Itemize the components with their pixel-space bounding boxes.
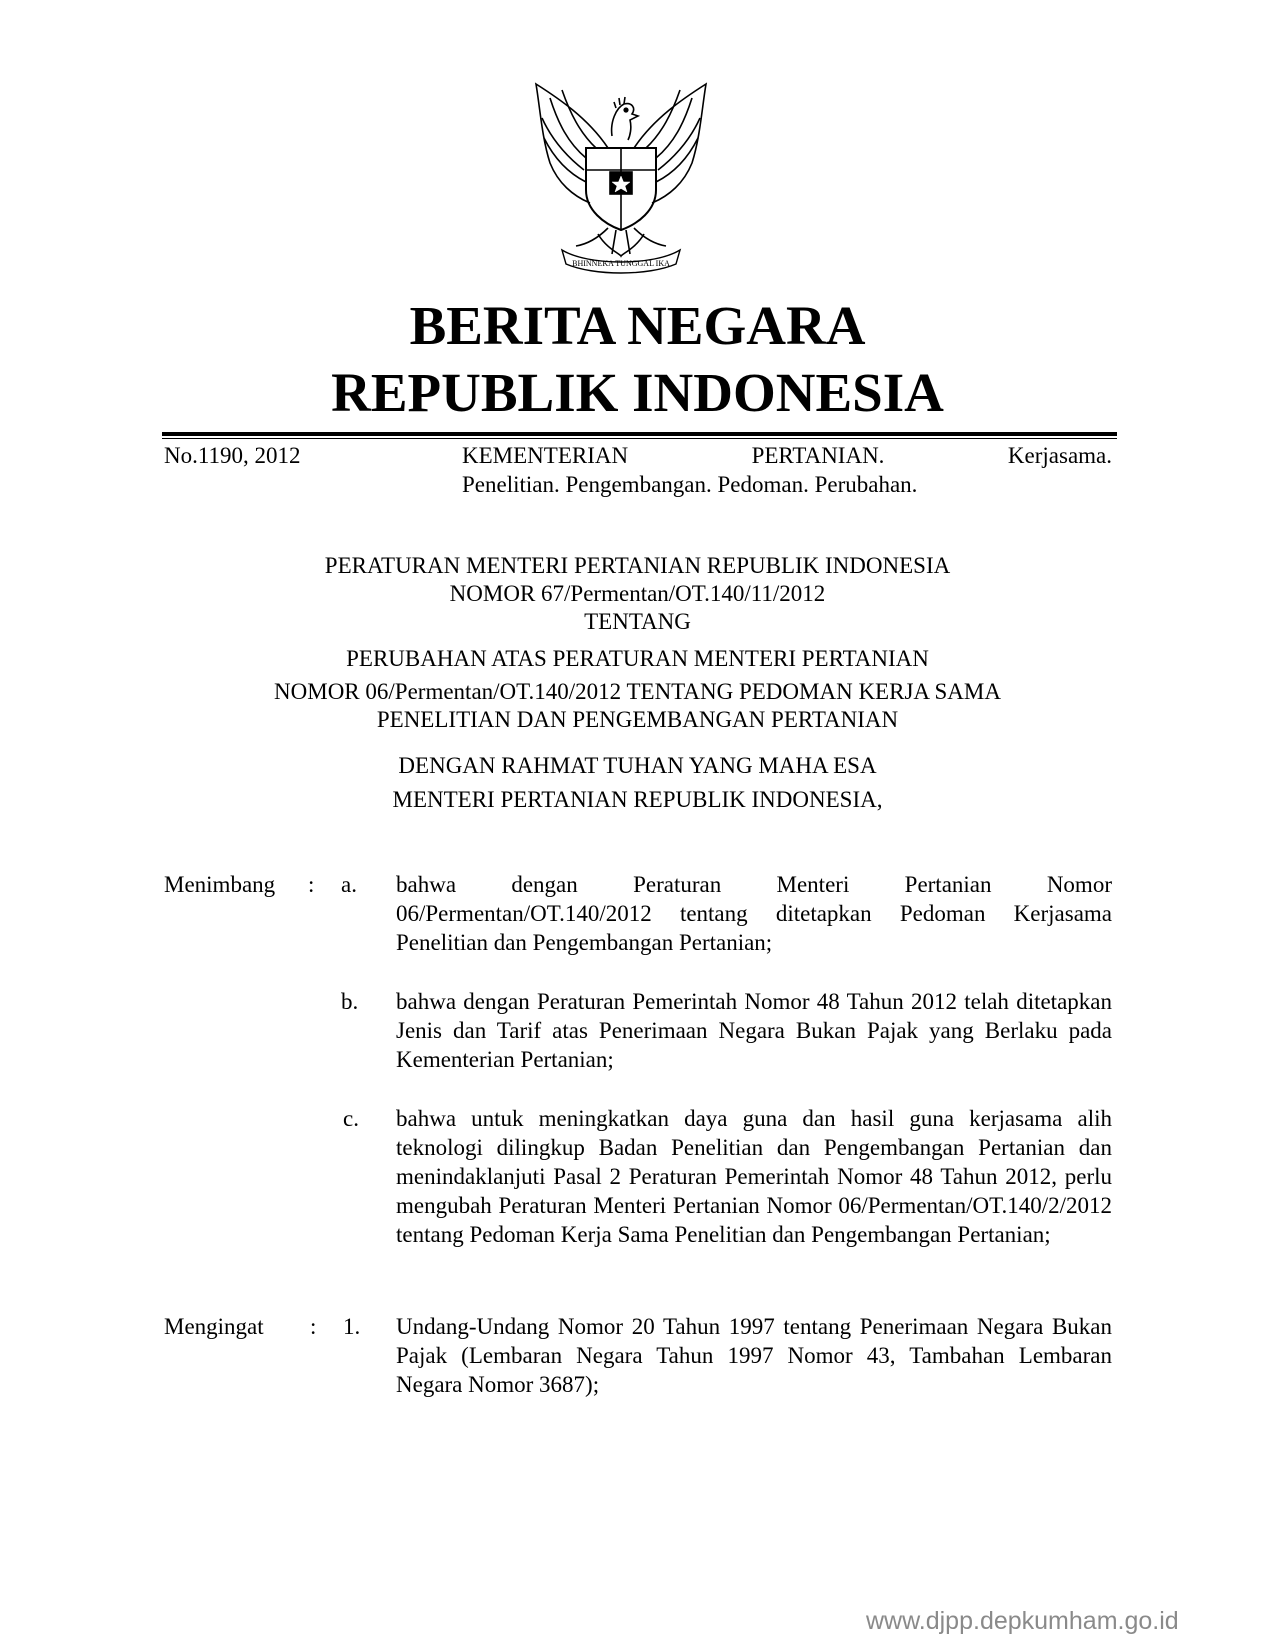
mengingat-1-marker: 1. <box>343 1314 361 1339</box>
menimbang-a-text: bahwa dengan Peraturan Menteri Pertanian Nomor 06/Permentan/OT.140/2012 tentang ditetapkan Pedoman Kerjasama Penelitian dan Pengembangan Pertanian; <box>396 872 1112 955</box>
garuda-pancasila-emblem-icon <box>528 78 714 278</box>
preamble-invocation: DENGAN RAHMAT TUHAN YANG MAHA ESA <box>398 753 877 778</box>
menimbang-c-marker: c. <box>343 1106 359 1131</box>
masthead-line-1: BERITA NEGARA <box>409 295 866 356</box>
menimbang-label: Menimbang <box>164 872 276 897</box>
emblem-motto: BHINNEKA TUNGGAL IKA <box>572 259 670 268</box>
regulation-title: PERATURAN MENTERI PERTANIAN REPUBLIK INDONESIA <box>324 553 951 578</box>
mengingat-1-text: Undang-Undang Nomor 20 Tahun 1997 tentang Penerimaan Negara Bukan Pajak (Lembaran Negara Tahun 1997 Nomor 43, Tambahan Lembaran Negara Nomor 3687); <box>396 1314 1112 1397</box>
menimbang-b-text: bahwa dengan Peraturan Pemerintah Nomor 48 Tahun 2012 telah ditetapkan Jenis dan Tarif atas Penerimaan Negara Bukan Pajak yang Berlaku pada Kementerian Pertanian; <box>396 989 1112 1072</box>
menimbang-colon: : <box>308 872 315 897</box>
masthead-line-2: REPUBLIK INDONESIA <box>331 362 944 423</box>
gazette-description-line-2: Penelitian. Pengembangan. Pedoman. Perubahan. <box>462 472 918 497</box>
header-rule-thin <box>162 438 1117 439</box>
regulation-tentang: TENTANG <box>584 609 691 634</box>
gazette-number: No.1190, 2012 <box>164 443 301 468</box>
website-watermark: www.djpp.depkumham.go.id <box>866 1607 1179 1635</box>
mengingat-label: Mengingat <box>164 1314 264 1339</box>
mengingat-colon: : <box>310 1314 317 1339</box>
gazette-description-line-1: KEMENTERIAN PERTANIAN. Kerjasama. <box>462 443 1112 468</box>
regulation-number: NOMOR 67/Permentan/OT.140/11/2012 <box>449 581 826 606</box>
regulation-subject-line-3: PENELITIAN DAN PENGEMBANGAN PERTANIAN <box>376 707 899 732</box>
regulation-subject-line-2: NOMOR 06/Permentan/OT.140/2012 TENTANG PEDOMAN KERJA SAMA <box>274 679 1001 704</box>
header-rule-thick <box>162 432 1117 436</box>
preamble-minister: MENTERI PERTANIAN REPUBLIK INDONESIA, <box>392 787 883 812</box>
menimbang-c-text: bahwa untuk meningkatkan daya guna dan hasil guna kerjasama alih teknologi dilingkup Badan Penelitian dan Pengembangan Pertanian dan menindaklanjuti Pasal 2 Peraturan Pemerintah Nomor 48 Tahun 2012, perlu mengubah Peraturan Menteri Pertanian Nomor 06/Permentan/OT.140/2/2012 tentang Pedoman Kerja Sama Penelitian dan Pengembangan Pertanian; <box>396 1106 1112 1247</box>
menimbang-b-marker: b. <box>341 989 359 1014</box>
gazette-description <box>462 441 1112 499</box>
menimbang-a-marker: a. <box>341 872 357 897</box>
regulation-subject-line-1: PERUBAHAN ATAS PERATURAN MENTERI PERTANIAN <box>346 646 929 671</box>
